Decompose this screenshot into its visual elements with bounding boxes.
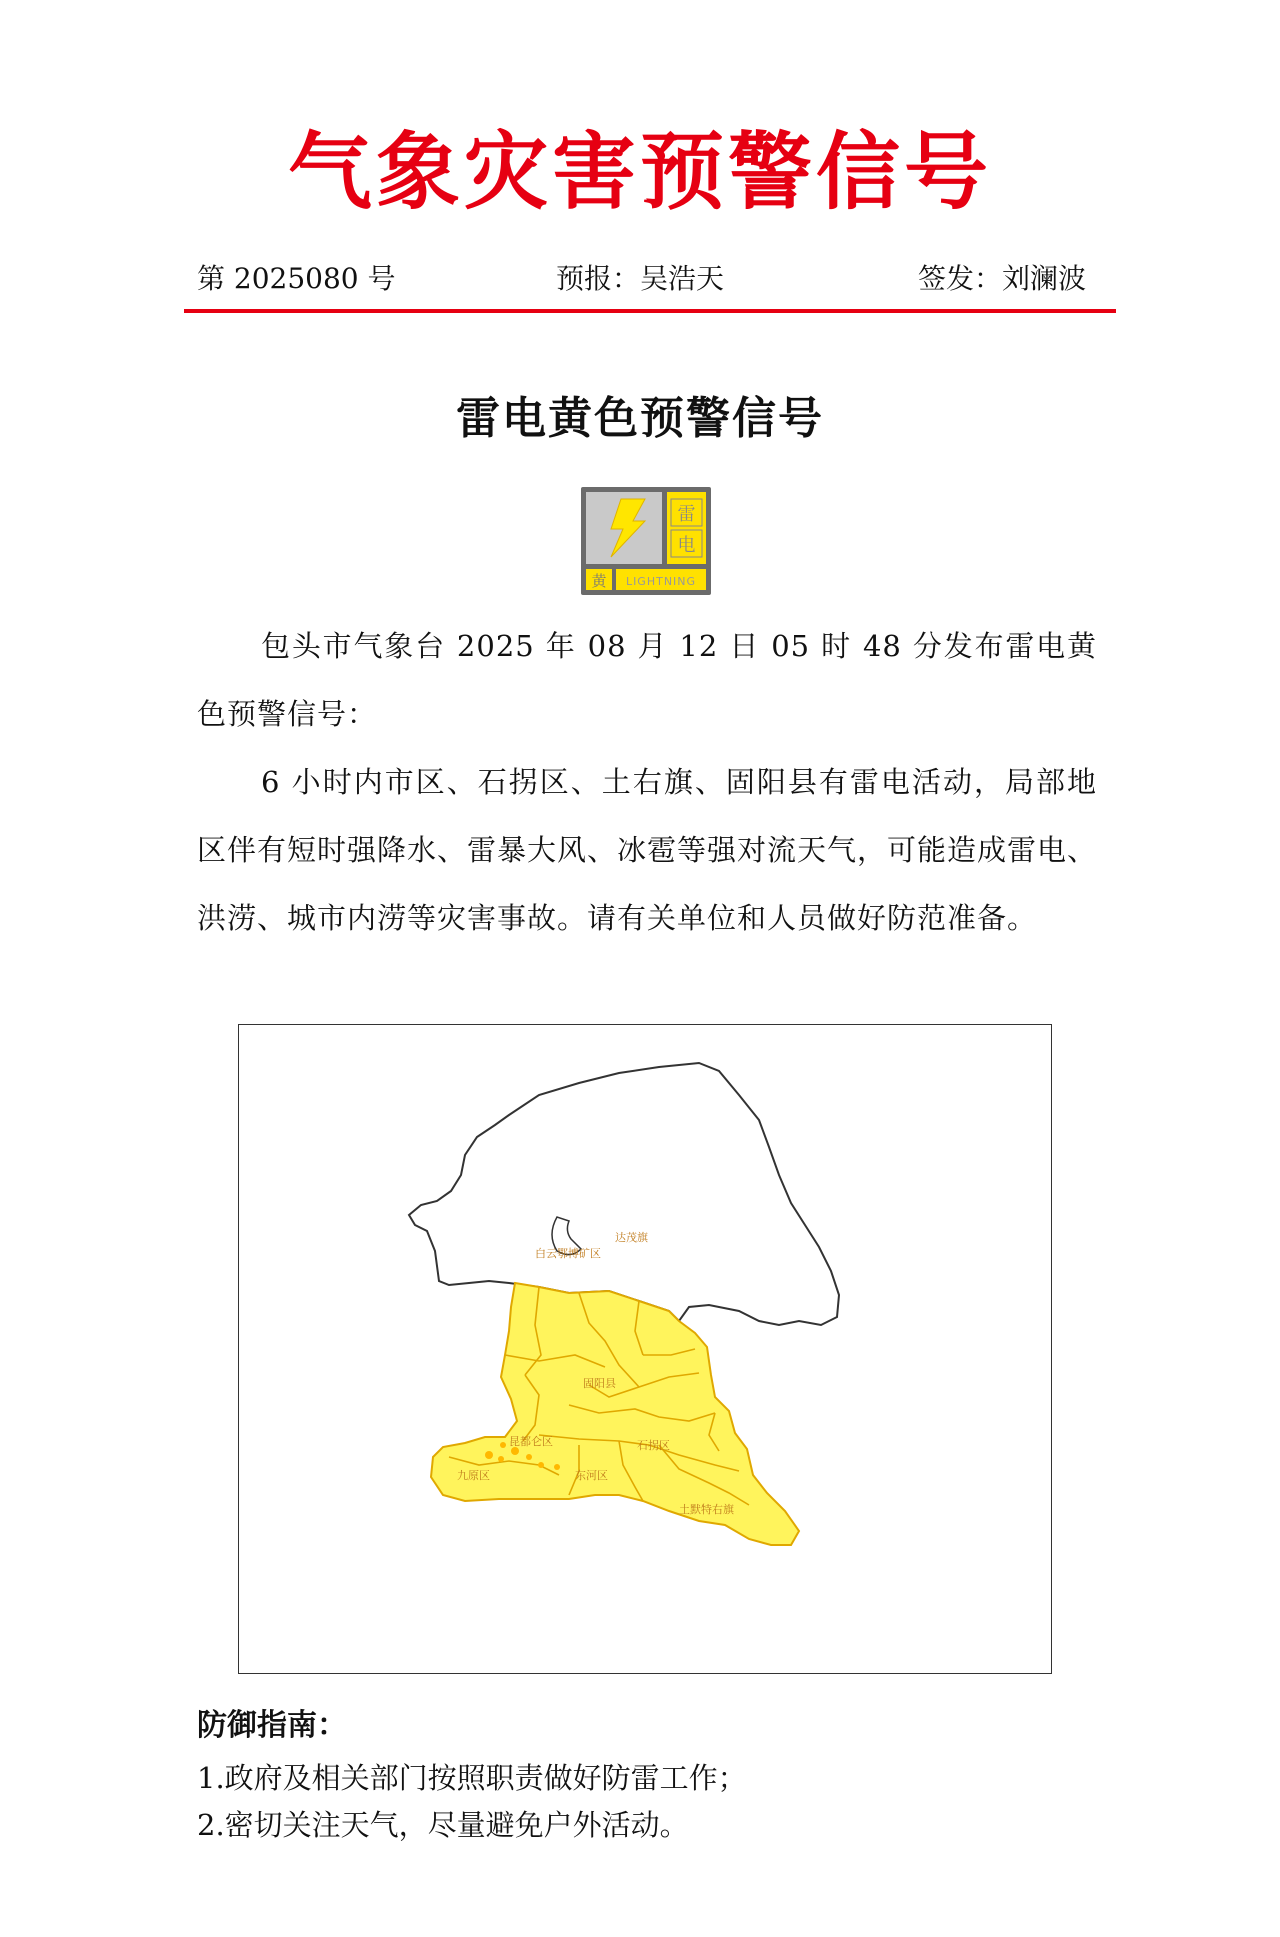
- header-divider: [184, 309, 1116, 313]
- warning-content-text: 6 小时内市区、石拐区、土右旗、固阳县有雷电活动，局部地区伴有短时强降水、雷暴大风、冰雹等强对流天气，可能造成雷电、洪涝、城市内涝等灾害事故。请有关单位和人员做好防范准备。: [197, 765, 1098, 935]
- map-region-north: [409, 1063, 839, 1325]
- masthead-title: 气象灾害预警信号: [287, 122, 992, 221]
- guidance-item: 1.政府及相关部门按照职责做好防雷工作；: [197, 1761, 747, 1795]
- issuance-text: 包头市气象台 2025 年 08 月 12 日 05 时 48 分发布雷电黄色预警信号：: [197, 629, 1097, 731]
- map-label-baiyun: 白云鄂博矿区: [535, 1247, 601, 1260]
- map-label-jiuyuan: 九原区: [457, 1469, 490, 1482]
- forecaster: 预报：吴浩天: [556, 262, 725, 295]
- warning-area-map: [238, 1024, 1052, 1674]
- map-label-shiguai: 石拐区: [637, 1439, 670, 1452]
- map-label-guyang: 固阳县: [583, 1377, 616, 1390]
- map-label-donghe: 东河区: [575, 1469, 608, 1482]
- map-label-tuyou: 土默特右旗: [679, 1503, 734, 1516]
- guidance-heading: 防御指南：: [197, 1708, 347, 1743]
- signal-footer-right: LIGHTNING: [625, 575, 697, 588]
- signal-label-1: 雷: [677, 504, 696, 525]
- issuer: 签发：刘澜波: [918, 262, 1087, 295]
- map-label-kundulun: 昆都仑区: [509, 1435, 553, 1448]
- map-region-warned: [431, 1283, 799, 1545]
- warning-content-paragraph: [197, 748, 1097, 952]
- warning-title: 雷电黄色预警信号: [456, 393, 824, 444]
- map-label-damao: 达茂旗: [615, 1231, 648, 1244]
- signal-footer-left: 黄: [591, 572, 607, 590]
- guidance-item: 2.密切关注天气，尽量避免户外活动。: [197, 1808, 689, 1842]
- signal-label-2: 电: [677, 535, 696, 556]
- issue-number: 第 2025080 号: [197, 262, 396, 295]
- warning-signal-icon: [581, 487, 711, 595]
- issuance-paragraph: [197, 612, 1097, 748]
